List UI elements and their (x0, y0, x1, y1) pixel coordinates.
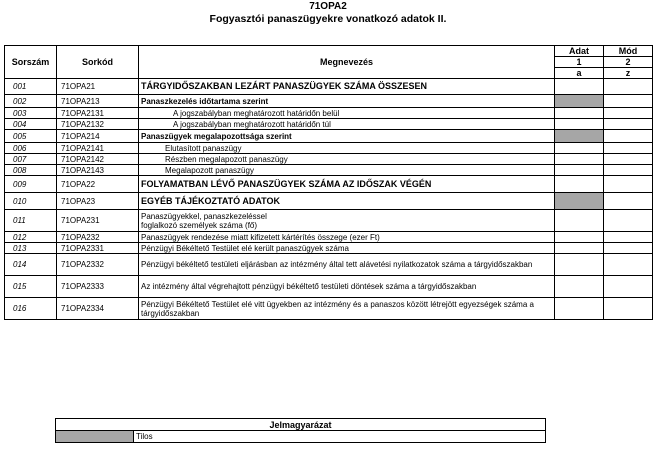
row-name: Megalapozott panaszügy (139, 165, 555, 176)
adat-cell[interactable] (555, 119, 604, 130)
mod-cell[interactable] (604, 193, 653, 210)
row-name: Panaszügyek megalapozottsága szerint (139, 130, 555, 143)
mod-cell[interactable] (604, 176, 653, 193)
row-code: 71OPA2143 (57, 165, 139, 176)
row-number: 002 (5, 95, 57, 108)
row-number: 011 (5, 210, 57, 232)
row-code: 71OPA2331 (57, 243, 139, 254)
table-row (5, 210, 653, 232)
row-name: Panaszügyek rendezése miatt kifizetett kártérítés összege (ezer Ft) (139, 232, 555, 243)
row-code: 71OPA2131 (57, 108, 139, 119)
row-name: Pénzügyi Békéltető Testület elé vitt ügyekben az intézmény és a panaszos között létrejött egyezségek száma a tárgyidőszakban (139, 298, 555, 320)
row-code: 71OPA214 (57, 130, 139, 143)
row-name: FOLYAMATBAN LÉVŐ PANASZÜGYEK SZÁMA AZ IDŐSZAK VÉGÉN (139, 176, 555, 193)
adat-cell[interactable] (555, 176, 604, 193)
adat-cell-disabled (555, 193, 604, 210)
mod-cell[interactable] (604, 79, 653, 95)
data-table (4, 45, 653, 320)
row-number: 009 (5, 176, 57, 193)
row-name: EGYÉB TÁJÉKOZTATÓ ADATOK (139, 193, 555, 210)
header-sorkod: Sorkód (57, 46, 139, 79)
header-adat-col: 1 (555, 57, 604, 68)
table-row (5, 130, 653, 143)
header-mod-col: 2 (604, 57, 653, 68)
mod-cell[interactable] (604, 165, 653, 176)
row-code: 71OPA232 (57, 232, 139, 243)
row-code: 71OPA23 (57, 193, 139, 210)
row-number: 012 (5, 232, 57, 243)
adat-cell[interactable] (555, 254, 604, 276)
table-row (5, 298, 653, 320)
legend-label: Tilos (134, 431, 546, 443)
table-row (5, 79, 653, 95)
header-adat-sub: a (555, 68, 604, 79)
mod-cell[interactable] (604, 298, 653, 320)
table-row (5, 95, 653, 108)
mod-cell[interactable] (604, 254, 653, 276)
table-row (5, 108, 653, 119)
legend-swatch (56, 431, 134, 443)
header-mod-sub: z (604, 68, 653, 79)
table-row (5, 165, 653, 176)
row-code: 71OPA2142 (57, 154, 139, 165)
row-number: 008 (5, 165, 57, 176)
row-number: 004 (5, 119, 57, 130)
adat-cell[interactable] (555, 210, 604, 232)
row-number: 015 (5, 276, 57, 298)
row-name: TÁRGYIDŐSZAKBAN LEZÁRT PANASZÜGYEK SZÁMA ÖSSZESEN (139, 79, 555, 95)
row-number: 001 (5, 79, 57, 95)
mod-cell[interactable] (604, 210, 653, 232)
row-number: 016 (5, 298, 57, 320)
row-code: 71OPA21 (57, 79, 139, 95)
adat-cell[interactable] (555, 243, 604, 254)
table-row (5, 193, 653, 210)
row-number: 007 (5, 154, 57, 165)
row-name: Az intézmény által végrehajtott pénzügyi békéltető testületi döntések száma a tárgyidőszakban (139, 276, 555, 298)
row-name: A jogszabályban meghatározott határidőn túl (139, 119, 555, 130)
mod-cell[interactable] (604, 154, 653, 165)
row-code: 71OPA2334 (57, 298, 139, 320)
adat-cell[interactable] (555, 276, 604, 298)
row-code: 71OPA2333 (57, 276, 139, 298)
row-code: 71OPA2332 (57, 254, 139, 276)
header-megnevezes: Megnevezés (139, 46, 555, 79)
header-sorszam: Sorszám (5, 46, 57, 79)
row-code: 71OPA231 (57, 210, 139, 232)
row-number: 013 (5, 243, 57, 254)
mod-cell[interactable] (604, 108, 653, 119)
header-mod: Mód (604, 46, 653, 57)
table-row (5, 154, 653, 165)
adat-cell-disabled (555, 95, 604, 108)
adat-cell[interactable] (555, 108, 604, 119)
mod-cell[interactable] (604, 143, 653, 154)
mod-cell[interactable] (604, 119, 653, 130)
mod-cell[interactable] (604, 232, 653, 243)
row-name: A jogszabályban meghatározott határidőn belül (139, 108, 555, 119)
adat-cell-disabled (555, 130, 604, 143)
row-code: 71OPA2132 (57, 119, 139, 130)
table-row (5, 243, 653, 254)
mod-cell[interactable] (604, 95, 653, 108)
row-code: 71OPA213 (57, 95, 139, 108)
row-name: Pénzügyi békéltető testületi eljárásban az intézmény által tett alávetési nyilatkozatok száma a tárgyidőszakban (139, 254, 555, 276)
adat-cell[interactable] (555, 143, 604, 154)
document-title: Fogyasztói panaszügyekre vonatkozó adatok II. (209, 13, 447, 25)
row-name: Elutasított panaszügy (139, 143, 555, 154)
document-code: 71OPA2 (309, 1, 347, 12)
mod-cell[interactable] (604, 243, 653, 254)
table-row (5, 119, 653, 130)
row-number: 014 (5, 254, 57, 276)
row-name: Pénzügyi Békéltető Testület elé került panaszügyek száma (139, 243, 555, 254)
legend-table (55, 418, 546, 443)
row-name: Részben megalapozott panaszügy (139, 154, 555, 165)
adat-cell[interactable] (555, 154, 604, 165)
row-code: 71OPA2141 (57, 143, 139, 154)
row-number: 006 (5, 143, 57, 154)
row-number: 003 (5, 108, 57, 119)
adat-cell[interactable] (555, 79, 604, 95)
legend-title: Jelmagyarázat (56, 419, 546, 431)
table-row (5, 232, 653, 243)
adat-cell[interactable] (555, 165, 604, 176)
row-code: 71OPA22 (57, 176, 139, 193)
row-number: 005 (5, 130, 57, 143)
mod-cell[interactable] (604, 276, 653, 298)
table-row (5, 143, 653, 154)
adat-cell[interactable] (555, 298, 604, 320)
row-number: 010 (5, 193, 57, 210)
mod-cell[interactable] (604, 130, 653, 143)
table-row (5, 276, 653, 298)
table-row (5, 254, 653, 276)
row-name: Panaszügyekkel, panaszkezeléssel foglalkozó személyek száma (fő) (139, 210, 555, 232)
table-row (5, 176, 653, 193)
header-adat: Adat (555, 46, 604, 57)
row-name: Panaszkezelés időtartama szerint (139, 95, 555, 108)
adat-cell[interactable] (555, 232, 604, 243)
